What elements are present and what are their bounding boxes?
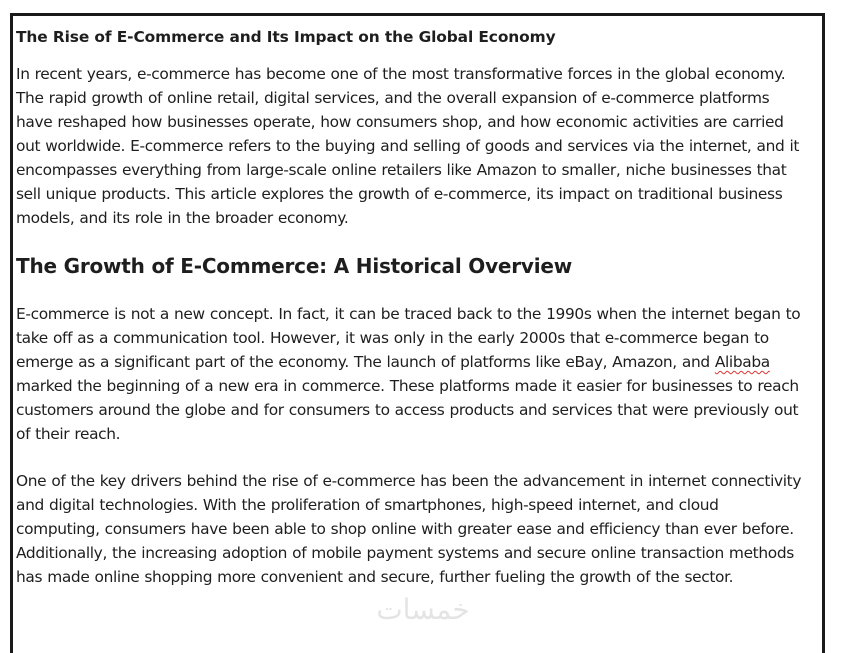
drivers-paragraph: One of the key drivers behind the rise of e-commerce has been the advancement in internet connectivity and digital technologies. With the proliferation of smartphones, high-speed internet, and cloud computing, consumers have been able to shop online with greater ease and efficiency than ever before. Additionally, the increasing adoption of mobile payment systems and secure online transaction methods has made online shopping more convenient and secure, further fueling the growth of the sector.	[16, 472, 802, 586]
spellcheck-flagged-word[interactable]: Alibaba	[714, 353, 770, 371]
section-heading: The Growth of E-Commerce: A Historical Overview	[16, 254, 573, 278]
history-paragraph	[16, 302, 806, 446]
history-text-start: E-commerce is not a new concept. In fact, it can be traced back to the 1990s when the internet began to take off as a communication tool. However, it was only in the early 2000s that e-commerce began to emerge as a significant part of the economy. The launch of platforms like eBay, Amazon, and	[16, 305, 801, 371]
history-text-end: marked the beginning of a new era in commerce. These platforms made it easier for businesses to reach customers around the globe and for consumers to access products and services that were previously out of their reach.	[16, 377, 799, 443]
document-title: The Rise of E-Commerce and Its Impact on the Global Economy	[16, 28, 556, 46]
paragraph-spacer	[16, 446, 806, 469]
watermark-logo: خمسات	[376, 593, 470, 626]
intro-paragraph: In recent years, e-commerce has become one of the most transformative forces in the global economy. The rapid growth of online retail, digital services, and the overall expansion of e-commerce platforms have reshaped how businesses operate, how consumers shop, and how economic activities are carried out worldwide. E-commerce refers to the buying and selling of goods and services via the internet, and it encompasses everything from large-scale online retailers like Amazon to smaller, niche businesses that sell unique products. This article explores the growth of e-commerce, its impact on traditional business models, and its role in the broader economy.	[16, 65, 800, 227]
document-body	[16, 26, 806, 589]
